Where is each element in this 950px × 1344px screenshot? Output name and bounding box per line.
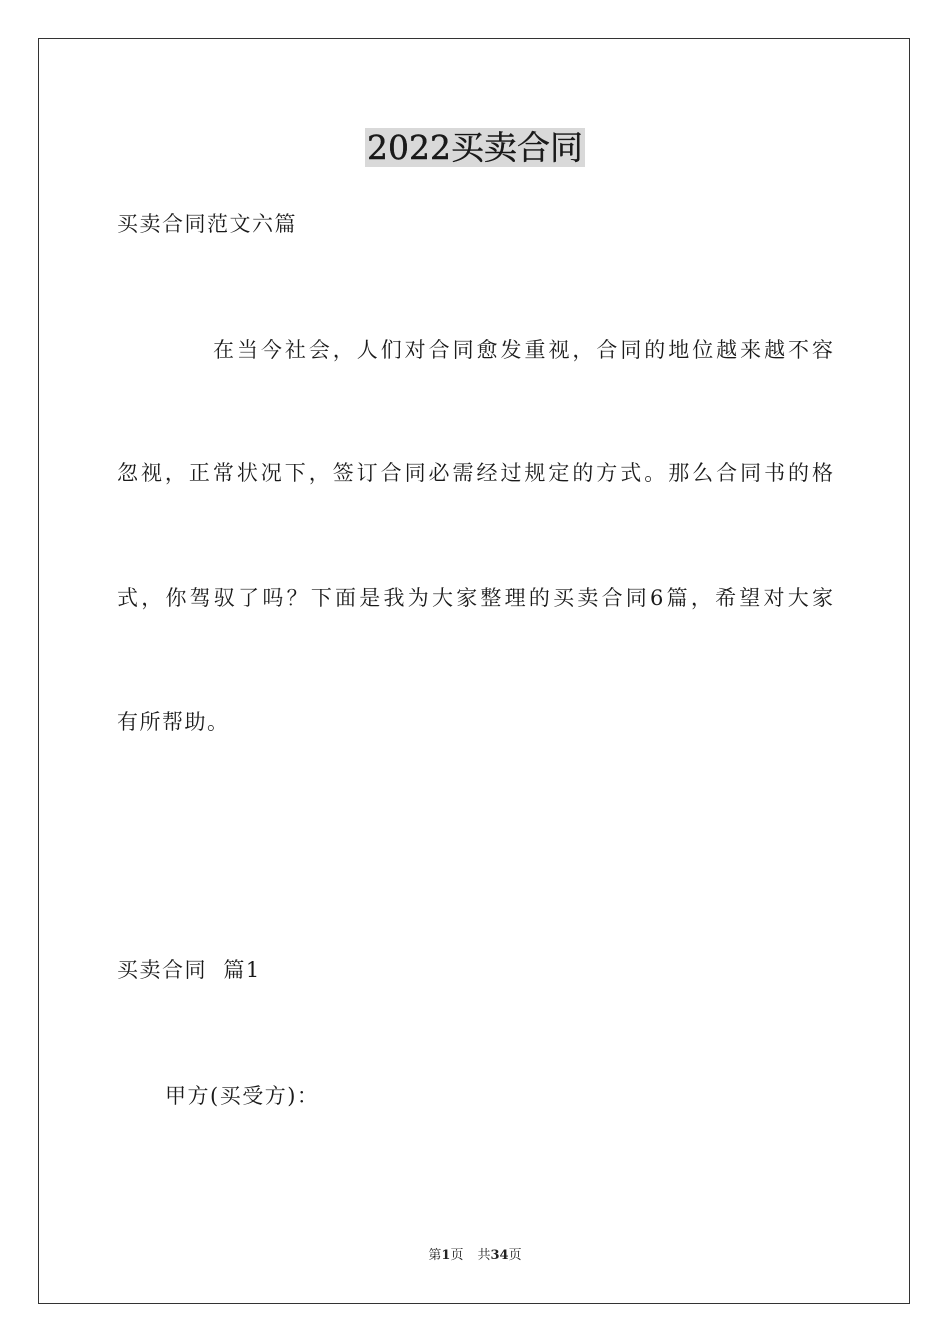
footer-page-number: 1 — [441, 1248, 451, 1263]
intro-paragraph-line-1: 在当今社会，人们对合同愈发重视，合同的地位越来越不容 — [213, 338, 833, 362]
document-title — [0, 126, 950, 170]
section-heading: 买卖合同 篇1 — [117, 958, 261, 982]
footer-page-suffix: 页 — [450, 1248, 464, 1263]
page-footer — [0, 1246, 950, 1266]
intro-paragraph-line-2: 忽视，正常状况下，签订合同必需经过规定的方式。那么合同书的格 — [117, 461, 833, 485]
document-subtitle: 买卖合同范文六篇 — [117, 212, 297, 236]
footer-total-pages: 34 — [490, 1248, 509, 1263]
document-title-text: 2022买卖合同 — [367, 128, 583, 167]
intro-paragraph-line-3: 式，你驾驭了吗？下面是我为大家整理的买卖合同6篇，希望对大家 — [117, 586, 833, 610]
intro-paragraph-line-4: 有所帮助。 — [117, 710, 230, 734]
footer-total-suffix: 页 — [508, 1248, 522, 1263]
footer-page-prefix: 第 — [428, 1248, 442, 1263]
party-a-label: 甲方(买受方)： — [165, 1084, 320, 1108]
footer-total-prefix: 共 — [477, 1248, 491, 1263]
